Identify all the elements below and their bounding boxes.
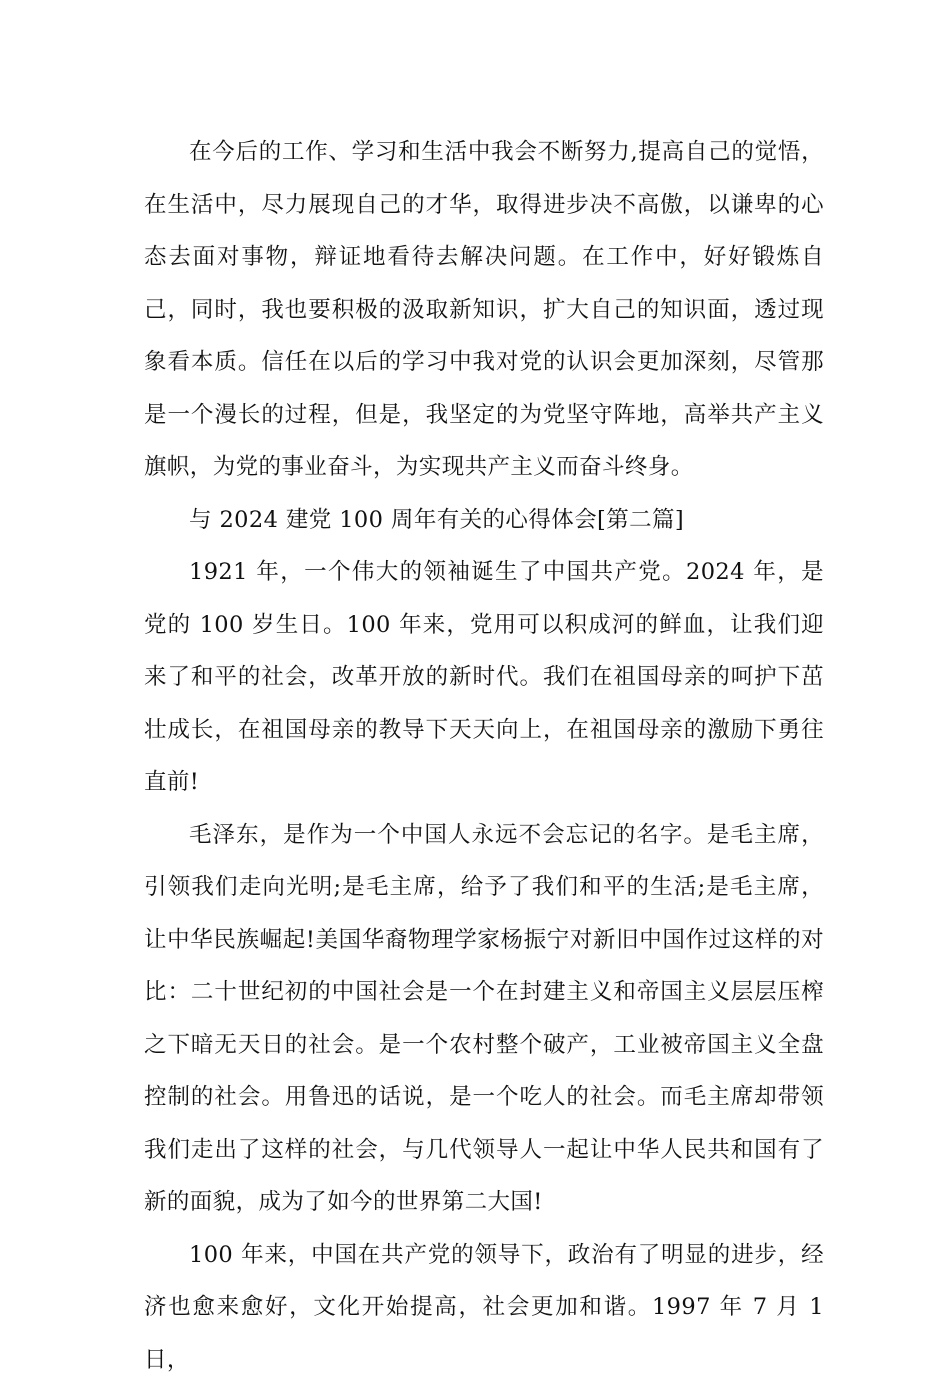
paragraph-1: 在今后的工作、学习和生活中我会不断努力,提高自己的觉悟，在生活中，尽力展现自己的才华，取得进步决不高傲，以谦卑的心态去面对事物，辩证地看待去解决问题。在工作中，好好锻炼自己，同时，我也要积极的汲取新知识，扩大自己的知识面，透过现象看本质。信任在以后的学习中我对党的认识会更加深刻，尽管那是一个漫长的过程，但是，我坚定的为党坚守阵地，高举共产主义旗帜，为党的事业奋斗，为实现共产主义而奋斗终身。 [144,126,824,494]
document-body [144,126,824,1386]
paragraph-3: 毛泽东，是作为一个中国人永远不会忘记的名字。是毛主席，引领我们走向光明;是毛主席，给予了我们和平的生活;是毛主席，让中华民族崛起!美国华裔物理学家杨振宁对新旧中国作过这样的对比：二十世纪初的中国社会是一个在封建主义和帝国主义层层压榨之下暗无天日的社会。是一个农村整个破产，工业被帝国主义全盘控制的社会。用鲁迅的话说，是一个吃人的社会。而毛主席却带领我们走出了这样的社会，与几代领导人一起让中华人民共和国有了新的面貌，成为了如今的世界第二大国! [144,809,824,1229]
paragraph-4: 100 年来，中国在共产党的领导下，政治有了明显的进步，经济也愈来愈好，文化开始提高，社会更加和谐。1997 年 7 月 1 日， [144,1229,824,1386]
paragraph-2: 1921 年，一个伟大的领袖诞生了中国共产党。2024 年，是党的 100 岁生日。100 年来，党用可以积成河的鲜血，让我们迎来了和平的社会，改革开放的新时代。我们在祖国母亲的呵护下茁壮成长，在祖国母亲的教导下天天向上，在祖国母亲的激励下勇往直前! [144,546,824,809]
section-heading-second-article: 与 2024 建党 100 周年有关的心得体会[第二篇] [144,494,824,547]
